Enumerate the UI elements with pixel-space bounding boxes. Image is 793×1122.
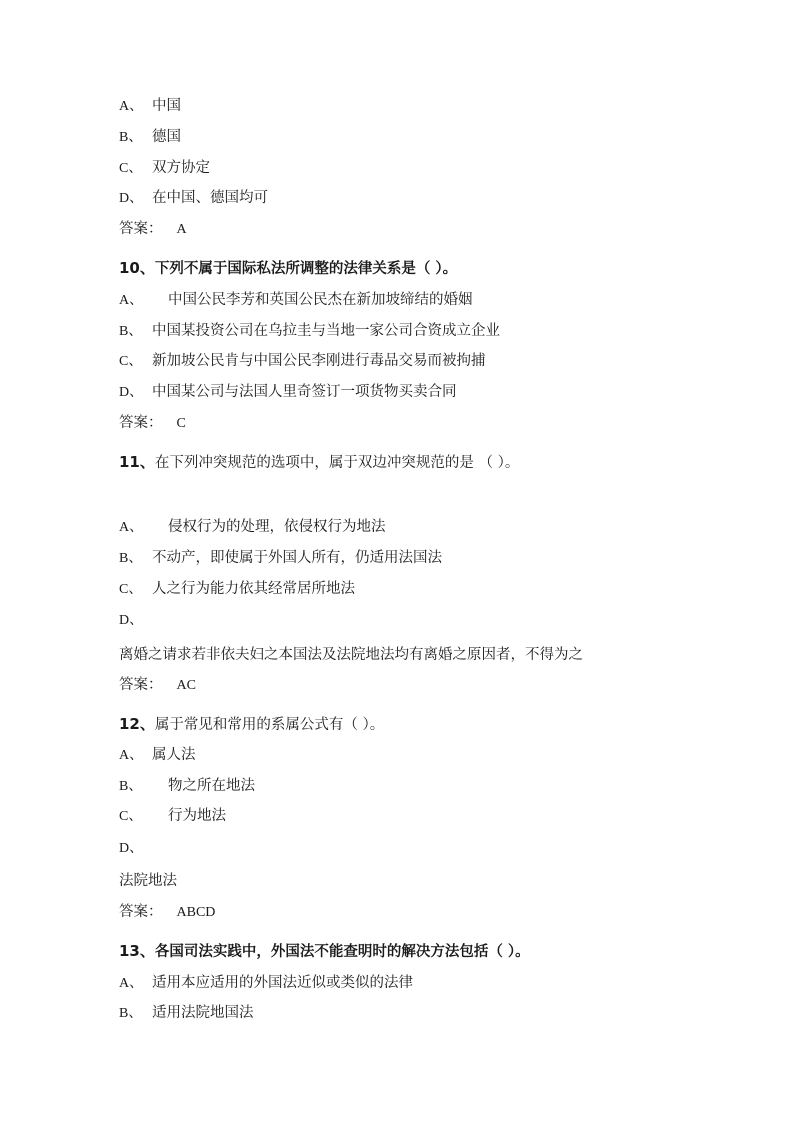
option-letter: D、	[119, 841, 144, 856]
option-text: 行为地法	[168, 808, 226, 824]
option-letter: C、	[119, 161, 143, 176]
option-letter: B、	[119, 551, 143, 566]
q10-stem	[119, 259, 457, 278]
q12-option-d	[119, 839, 152, 858]
answer-label: 答案：	[119, 904, 163, 920]
option-letter: A、	[119, 99, 144, 114]
q12-option-b	[119, 777, 255, 796]
q11-answer	[119, 676, 196, 695]
q9-option-d	[119, 189, 268, 208]
option-text: 不动产，即使属于外国人所有，仍适用法国法	[152, 550, 442, 566]
question-number: 11、	[119, 453, 155, 471]
option-letter: B、	[119, 779, 143, 794]
question-text: 各国司法实践中，外国法不能查明时的解决方法包括（ ）。	[154, 944, 530, 960]
answer-value: C	[176, 416, 186, 431]
option-letter: A、	[119, 520, 144, 535]
q13-option-b	[119, 1004, 254, 1023]
q11-option-d	[119, 611, 152, 630]
q11-option-b	[119, 549, 442, 568]
q12-stem	[119, 715, 384, 734]
q11-option-a	[119, 518, 386, 537]
question-text: 属于常见和常用的系属公式有（ ）。	[154, 717, 385, 733]
q11-stem	[119, 453, 519, 472]
option-text: 中国	[152, 98, 181, 114]
option-text: 中国某投资公司在乌拉圭与当地一家公司合资成立企业	[152, 323, 500, 339]
option-letter: A、	[119, 976, 144, 991]
q10-option-a	[119, 291, 473, 310]
q9-option-a	[119, 97, 181, 116]
option-text: 双方协定	[152, 160, 210, 176]
option-text: 属人法	[152, 747, 196, 763]
q10-option-c	[119, 352, 486, 371]
q12-option-a	[119, 746, 196, 765]
question-number: 10、	[119, 259, 155, 277]
option-text: 适用本应适用的外国法近似或类似的法律	[152, 975, 413, 991]
q10-answer	[119, 414, 186, 433]
q12-answer	[119, 903, 215, 922]
option-letter: A、	[119, 293, 144, 308]
question-text: 下列不属于国际私法所调整的法律关系是（ ）。	[154, 261, 458, 277]
option-text: 侵权行为的处理，依侵权行为地法	[168, 519, 386, 535]
option-letter: B、	[119, 324, 143, 339]
q11-option-c	[119, 580, 355, 599]
answer-label: 答案：	[119, 677, 163, 693]
q13-stem	[119, 942, 530, 961]
question-number: 12、	[119, 715, 155, 733]
option-text: 在中国、德国均可	[152, 190, 268, 206]
option-text: 物之所在地法	[168, 778, 255, 794]
option-text: 德国	[152, 129, 181, 145]
option-letter: D、	[119, 385, 144, 400]
answer-value: ABCD	[176, 905, 216, 920]
option-letter: B、	[119, 130, 143, 145]
answer-label: 答案：	[119, 221, 163, 237]
option-letter: C、	[119, 809, 143, 824]
option-text: 适用法院地国法	[152, 1005, 254, 1021]
option-text: 新加坡公民肯与中国公民李刚进行毒品交易而被拘捕	[152, 353, 486, 369]
option-text: 人之行为能力依其经常居所地法	[152, 581, 355, 597]
option-letter: D、	[119, 191, 144, 206]
q10-option-b	[119, 322, 500, 341]
q12-option-d-continued: 法院地法	[119, 873, 177, 889]
option-letter: D、	[119, 613, 144, 628]
q12-option-c	[119, 807, 226, 826]
option-letter: C、	[119, 582, 143, 597]
q10-option-d	[119, 383, 457, 402]
q9-answer	[119, 220, 187, 239]
q9-option-c	[119, 159, 210, 178]
q13-option-a	[119, 974, 413, 993]
option-letter: A、	[119, 748, 144, 763]
answer-value: AC	[176, 678, 196, 693]
answer-label: 答案：	[119, 415, 163, 431]
option-text: 中国某公司与法国人里奇签订一项货物买卖合同	[152, 384, 457, 400]
question-text: 在下列冲突规范的选项中，属于双边冲突规范的是 （ ）。	[154, 455, 520, 471]
question-number: 13、	[119, 942, 155, 960]
q9-option-b	[119, 128, 181, 147]
option-letter: C、	[119, 354, 143, 369]
option-text: 中国公民李芳和英国公民杰在新加坡缔结的婚姻	[168, 292, 473, 308]
option-letter: B、	[119, 1006, 143, 1021]
answer-value: A	[176, 222, 187, 237]
q11-option-d-continued: 离婚之请求若非依夫妇之本国法及法院地法均有离婚之原因者，不得为之	[119, 647, 583, 663]
